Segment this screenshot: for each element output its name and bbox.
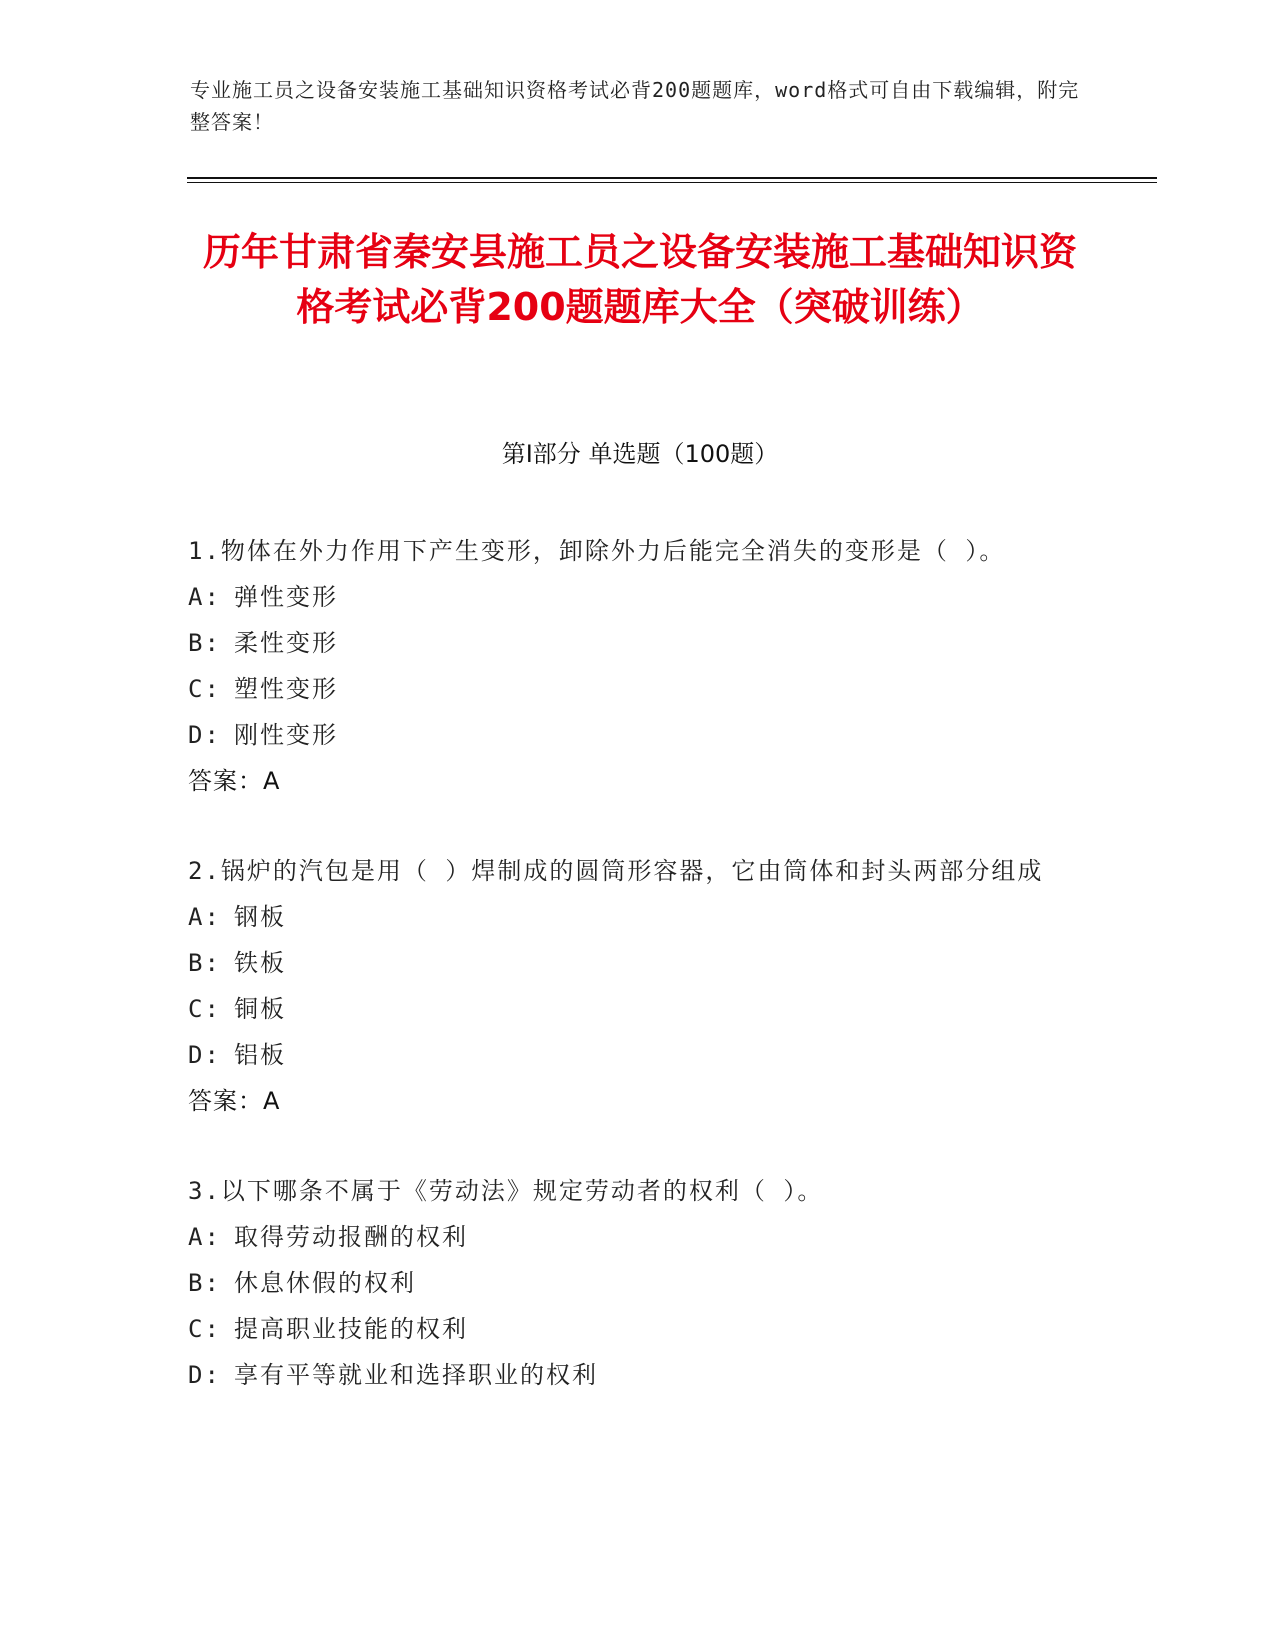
question-item xyxy=(188,848,1088,1124)
option-text: 刚性变形 xyxy=(234,721,338,749)
question-text: 1.物体在外力作用下产生变形，卸除外力后能完全消失的变形是（ ）。 xyxy=(188,537,1006,565)
option-text: 铜板 xyxy=(234,995,286,1023)
option-key: C: xyxy=(188,995,221,1023)
header-note: 专业施工员之设备安装施工基础知识资格考试必背200题题库，word格式可自由下载编辑，附完整答案！ xyxy=(190,78,1080,134)
question-item xyxy=(188,528,1088,804)
section-heading: 第Ⅰ部分 单选题（100题） xyxy=(501,440,779,468)
option-a xyxy=(188,574,1088,620)
option-text: 提高职业技能的权利 xyxy=(234,1315,468,1343)
option-text: 休息休假的权利 xyxy=(234,1269,416,1297)
option-b xyxy=(188,1260,1088,1306)
option-key: C: xyxy=(188,1315,221,1343)
option-key: B: xyxy=(188,949,221,977)
question-list xyxy=(188,528,1088,1442)
option-text: 铁板 xyxy=(234,949,286,977)
question-item xyxy=(188,1168,1088,1398)
option-key: D: xyxy=(188,1361,221,1389)
option-b xyxy=(188,940,1088,986)
option-text: 塑性变形 xyxy=(234,675,338,703)
option-text: 享有平等就业和选择职业的权利 xyxy=(234,1361,598,1389)
option-c xyxy=(188,986,1088,1032)
option-key: A: xyxy=(188,583,221,611)
option-key: B: xyxy=(188,1269,221,1297)
option-text: 铝板 xyxy=(234,1041,286,1069)
option-c xyxy=(188,666,1088,712)
option-key: D: xyxy=(188,721,221,749)
option-key: C: xyxy=(188,675,221,703)
option-key: A: xyxy=(188,1223,221,1251)
question-text: 3.以下哪条不属于《劳动法》规定劳动者的权利（ ）。 xyxy=(188,1177,824,1205)
header-divider-thin xyxy=(187,182,1157,183)
option-text: 弹性变形 xyxy=(234,583,338,611)
option-d xyxy=(188,712,1088,758)
option-key: B: xyxy=(188,629,221,657)
option-text: 钢板 xyxy=(234,903,286,931)
header-divider-thick xyxy=(187,177,1157,179)
option-key: D: xyxy=(188,1041,221,1069)
option-text: 取得劳动报酬的权利 xyxy=(234,1223,468,1251)
option-key: A: xyxy=(188,903,221,931)
document-title: 历年甘肃省秦安县施工员之设备安装施工基础知识资格考试必背200题题库大全（突破训练） xyxy=(202,230,1077,329)
question-text: 2.锅炉的汽包是用（ ）焊制成的圆筒形容器，它由筒体和封头两部分组成 xyxy=(188,857,1044,885)
option-a xyxy=(188,894,1088,940)
answer-line: 答案：A xyxy=(188,1087,281,1115)
option-c xyxy=(188,1306,1088,1352)
answer-line: 答案：A xyxy=(188,767,281,795)
option-b xyxy=(188,620,1088,666)
option-d xyxy=(188,1352,1088,1398)
option-a xyxy=(188,1214,1088,1260)
option-d xyxy=(188,1032,1088,1078)
option-text: 柔性变形 xyxy=(234,629,338,657)
